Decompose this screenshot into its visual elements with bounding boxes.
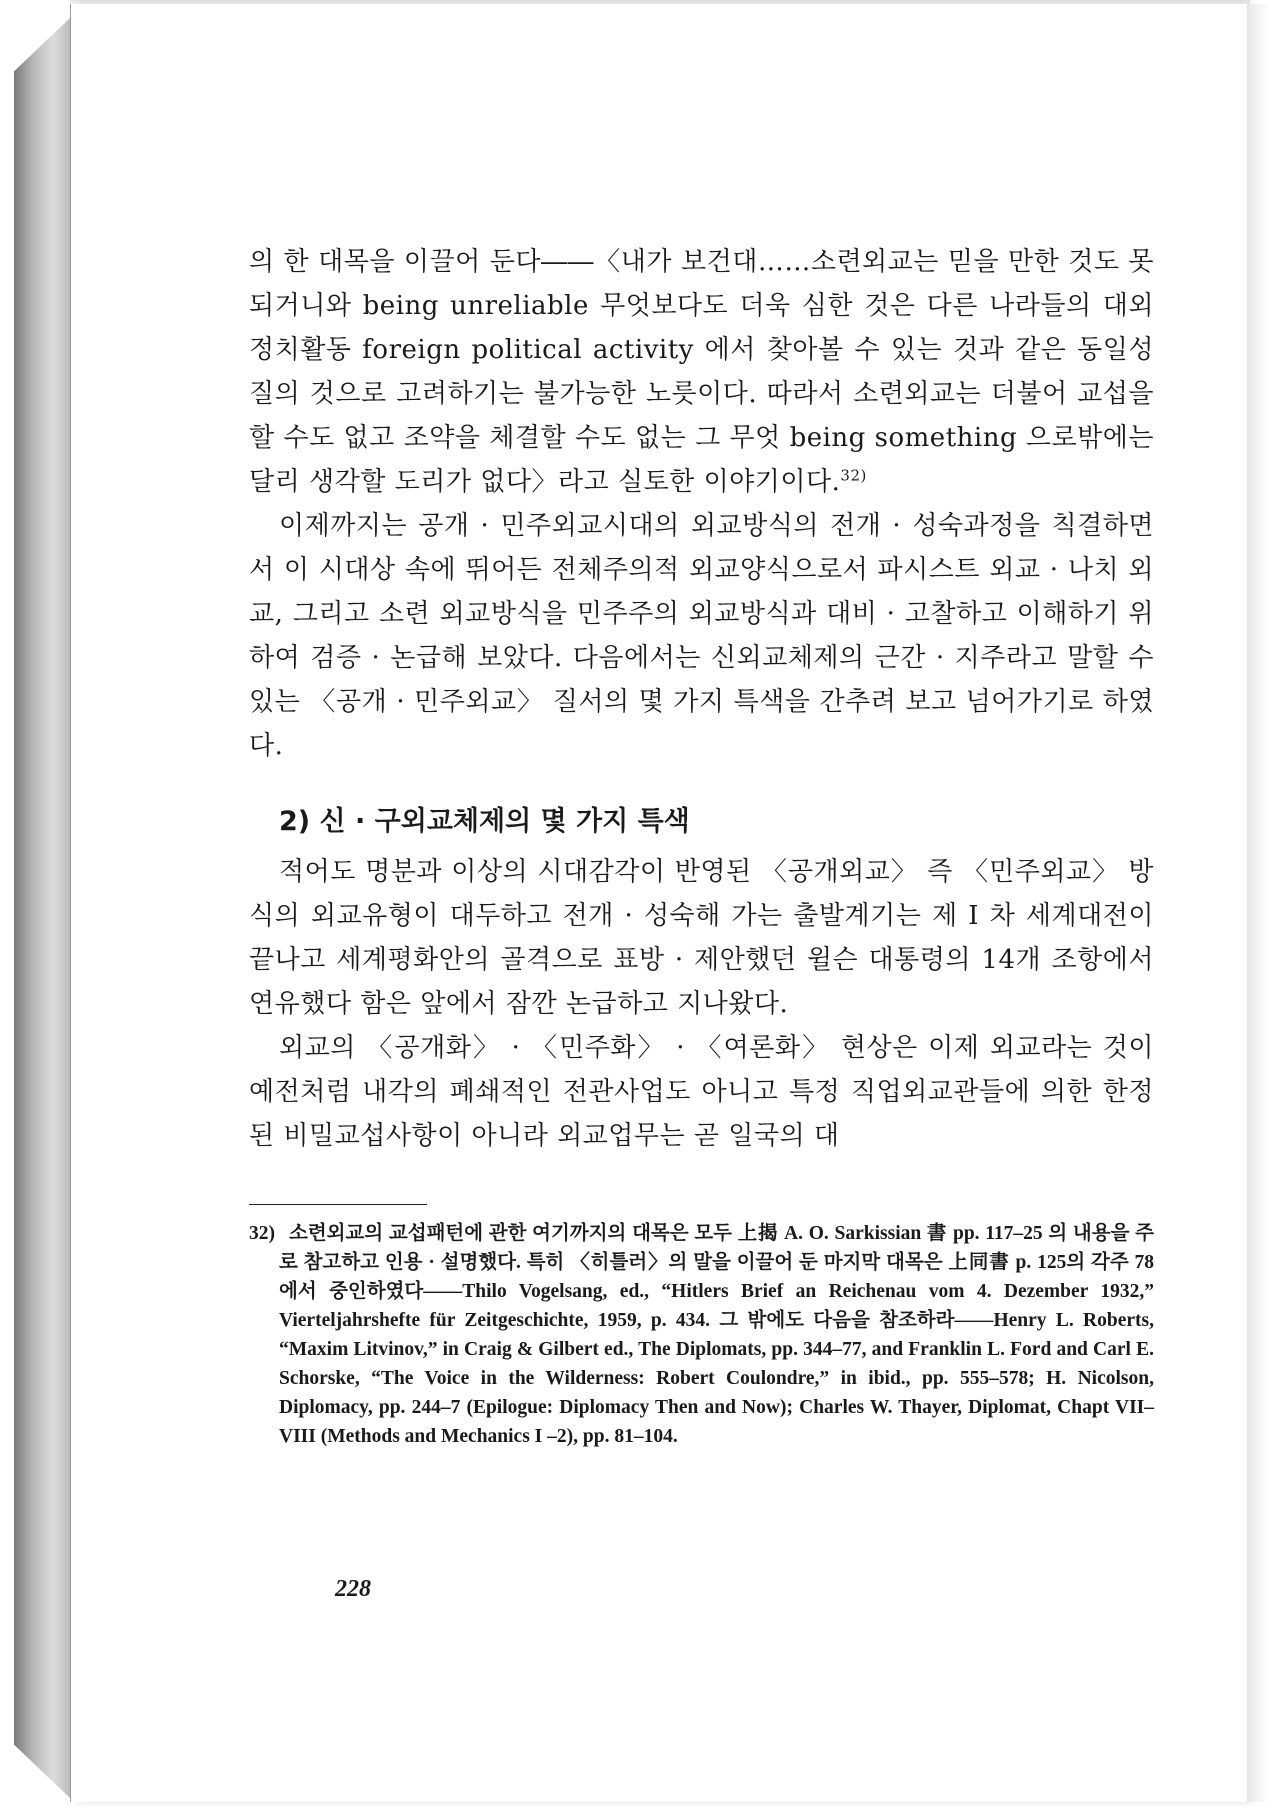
paragraph-2: 이제까지는 공개 · 민주외교시대의 외교방식의 전개 · 성숙과정을 칙결하면서 이 시대상 속에 뛰어든 전체주의적 외교양식으로서 파시스트 외교 · 나치 외교, 그리고 소련 외교방식을 민주주의 외교방식과 대비 · 고찰하고 이해하기 위하여 검증 · 논급해 보았다. 다음에서는 신외교체제의 근간 · 지주라고 말할 수 있는 〈공개 · 민주외교〉 질서의 몇 가지 특색을 간추려 보고 넘어가기로 하였다. (249, 511, 1154, 761)
page-content (249, 240, 1154, 1451)
paragraph-1 (249, 240, 1154, 504)
footnote (249, 1219, 1154, 1451)
page-number: 228 (335, 1576, 371, 1602)
footnote-divider (249, 1204, 427, 1205)
book-spine-edge (14, 18, 70, 1798)
footnote-reference: 32) (840, 466, 867, 485)
section-heading: 2) 신 · 구외교체제의 몇 가지 특색 (279, 806, 690, 837)
paragraph-3: 적어도 명분과 이상의 시대감각이 반영된 〈공개외교〉 즉 〈민주외교〉 방식의 외교유형이 대두하고 전개 · 성숙해 가는 출발계기는 제 I 차 세계대전이 끝나고 세계평화안의 골격으로 표방 · 제안했던 윌슨 대통령의 14개 조항에서 연유했다 함은 앞에서 잠깐 논급하고 지나왔다. (249, 857, 1154, 1019)
footnote-number: 32) (249, 1223, 275, 1244)
footnote-text: 소련외교의 교섭패턴에 관한 여기까지의 대목은 모두 上揭 A. O. Sarkissian 書 pp. 117–25 의 내용을 주로 참고하고 인용 · 설명했다. 특히 〈히틀러〉의 말을 이끌어 둔 마지막 대목은 上同書 p. 125의 각주 78 에서 중인하였다――Thilo Vogelsang, ed., “Hitlers Brief an Reichenau vom 4. Dezember 1932,” Vierteljahrshefte für Zeitgeschichte, 1959, p. 434. 그 밖에도 다음을 참조하라――Henry L. Roberts, “Maxim Litvinov,” in Craig & Gilbert ed., The Diplomats, pp. 344–77, and Franklin L. Ford and Carl E. Schorske, “The Voice in the Wilderness: Robert Coulondre,” in ibid., pp. 555–578; H. Nicolson, Diplomacy, pp. 244–7 (Epilogue: Diplomacy Then and Now); Charles W. Thayer, Diplomat, Chapt VII–VIII (Methods and Mechanics I –2), pp. 81–104. (279, 1223, 1154, 1447)
paragraph-4: 외교의 〈공개화〉 · 〈민주화〉 · 〈여론화〉 현상은 이제 외교라는 것이 예전처럼 내각의 폐쇄적인 전관사업도 아니고 특정 직업외교관들에 의한 한정된 비밀교섭사항이 아니라 외교업무는 곧 일국의 대 (249, 1033, 1154, 1151)
book-page (70, 4, 1247, 1802)
paragraph-1-text: 의 한 대목을 이끌어 둔다――〈내가 보건대……소련외교는 믿을 만한 것도 못 되거니와 being unreliable 무엇보다도 더욱 심한 것은 다른 나라들의 대외정치활동 foreign political activity 에서 찾아볼 수 있는 것과 같은 동일성질의 것으로 고려하기는 불가능한 노릇이다. 따라서 소련외교는 더불어 교섭을 할 수도 없고 조약을 체결할 수도 없는 그 무엇 being something 으로밖에는 달리 생각할 도리가 없다〉라고 실토한 이야기이다. (249, 247, 1154, 497)
